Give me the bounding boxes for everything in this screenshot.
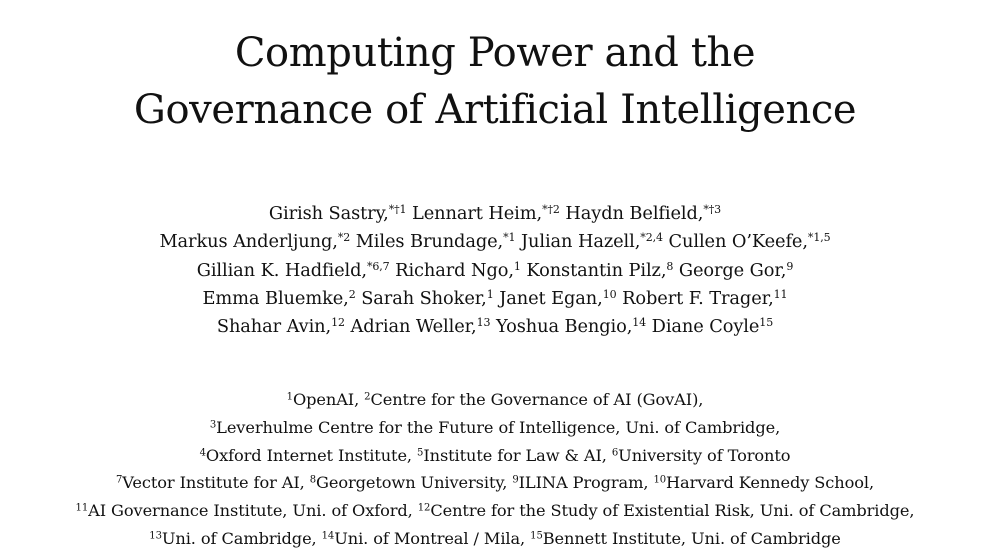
author-name: Markus Anderljung, (159, 231, 338, 253)
affiliation-row (0, 386, 990, 414)
paper-title-line-2: Governance of Artificial Intelligence (133, 87, 857, 133)
author-affiliation-marks: 12 (331, 316, 345, 330)
author-name: Konstantin Pilz, (526, 259, 667, 281)
author-name: Lennart Heim, (412, 203, 543, 224)
author-affiliation-marks: 1 (486, 287, 494, 301)
author (159, 231, 350, 252)
affiliation-number: 14 (321, 530, 335, 542)
author-name: Sarah Shoker, (361, 287, 487, 309)
author-name: Adrian Weller, (350, 316, 477, 338)
affiliation-number: 3 (209, 419, 217, 431)
affiliation-name: Bennett Institute, Uni. of Cambridge (542, 528, 841, 548)
affiliation-name: ILINA Program, (518, 473, 654, 493)
affiliation (310, 473, 513, 492)
author-row (0, 285, 990, 313)
affiliation (512, 473, 653, 492)
author-name: Shahar Avin, (216, 316, 332, 338)
author (395, 260, 521, 281)
affiliation (210, 418, 780, 437)
affiliation-number: 9 (512, 474, 519, 486)
affiliation-name: Centre for the Study of Existential Risk, Uni. of Cambridge, (430, 501, 915, 521)
author-affiliation-marks: *2,4 (640, 231, 663, 245)
author-row (0, 257, 990, 285)
affiliation (612, 446, 791, 465)
author (526, 260, 673, 281)
affiliation-name: AI Governance Institute, Uni. of Oxford, (88, 501, 418, 521)
author-name: Emma Bluemke, (202, 287, 349, 309)
affiliation (287, 390, 365, 409)
author (499, 288, 616, 309)
author-affiliation-marks: 14 (632, 316, 647, 330)
author (496, 316, 646, 337)
author-affiliation-marks: 13 (476, 316, 491, 330)
affiliation-name: University of Toronto (618, 445, 791, 465)
affiliation-list (0, 386, 990, 553)
affiliation-row (0, 414, 990, 442)
author-name: Richard Ngo, (395, 259, 514, 281)
affiliation-number: 4 (199, 447, 206, 459)
author-name: Gillian K. Hadfield, (196, 259, 367, 281)
affiliation-name: OpenAI, (292, 390, 365, 409)
affiliation-number: 7 (116, 474, 123, 486)
author (269, 203, 407, 224)
affiliation-number: 13 (149, 530, 162, 542)
author-name: Yoshua Bengio, (496, 316, 633, 338)
author-affiliation-marks: *†3 (703, 202, 722, 216)
author (679, 260, 793, 281)
author-list (0, 200, 990, 341)
author-name: Diane Coyle (651, 316, 760, 338)
affiliation-name: Vector Institute for AI, (122, 473, 310, 493)
author (652, 316, 773, 337)
affiliation-name: Uni. of Cambridge, (161, 528, 322, 548)
affiliation-name: Centre for the Governance of AI (GovAI), (370, 390, 704, 409)
affiliation (530, 529, 841, 548)
affiliation (418, 501, 915, 520)
affiliation-number: 2 (364, 391, 371, 403)
author-name: Girish Sastry, (268, 203, 389, 224)
author-name: Miles Brundage, (355, 231, 504, 253)
author-name: Cullen O’Keefe, (668, 231, 808, 253)
author-affiliation-marks: 2 (348, 287, 356, 301)
author-affiliation-marks: 10 (602, 287, 617, 301)
author-affiliation-marks: 15 (759, 316, 774, 330)
affiliation (653, 473, 874, 492)
author-name: Robert F. Trager, (622, 287, 774, 309)
affiliation-number: 12 (417, 502, 431, 514)
author (350, 316, 490, 337)
author (622, 288, 787, 309)
affiliation-row (0, 442, 990, 470)
author (565, 203, 721, 224)
author-name: Julian Hazell, (521, 231, 641, 253)
author-affiliation-marks: *2 (337, 231, 351, 245)
affiliation-number: 10 (653, 474, 667, 486)
author-affiliation-marks: 8 (666, 259, 674, 273)
affiliation-number: 8 (309, 474, 317, 486)
affiliation (417, 446, 612, 465)
author (361, 288, 493, 309)
affiliation-name: Institute for Law & AI, (423, 445, 612, 465)
paper-title-line-1: Computing Power and the (234, 30, 756, 76)
author-affiliation-marks: 11 (773, 287, 788, 301)
author-affiliation-marks: *1 (503, 231, 516, 245)
affiliation-name: Harvard Kennedy School, (666, 473, 874, 493)
affiliation-number: 1 (286, 391, 293, 403)
author (203, 288, 356, 309)
author-affiliation-marks: 9 (786, 259, 794, 273)
author-name: Haydn Belfield, (565, 203, 704, 224)
author (669, 231, 831, 252)
affiliation-number: 6 (611, 447, 619, 459)
author (412, 203, 560, 224)
author-row (0, 313, 990, 341)
author-row (0, 200, 990, 228)
affiliation (200, 446, 417, 465)
affiliation (364, 390, 703, 409)
author-affiliation-marks: *†1 (388, 202, 407, 216)
affiliation-name: Uni. of Montreal / Mila, (334, 528, 531, 548)
author (217, 316, 345, 337)
affiliation-name: Leverhulme Centre for the Future of Intelligence, Uni. of Cambridge, (216, 417, 781, 437)
affiliation-name: Georgetown University, (316, 473, 513, 493)
author-affiliation-marks: *†2 (542, 202, 560, 216)
affiliation (76, 501, 418, 520)
affiliation-row (0, 525, 990, 553)
affiliation-row (0, 469, 990, 497)
affiliation (116, 473, 310, 492)
author (197, 260, 390, 281)
author (521, 231, 663, 252)
author-affiliation-marks: *1,5 (807, 231, 831, 245)
affiliation-number: 11 (75, 502, 89, 514)
affiliation-name: Oxford Internet Institute, (205, 445, 418, 465)
author-row (0, 228, 990, 256)
author-name: George Gor, (678, 259, 787, 281)
affiliation-row (0, 497, 990, 525)
affiliation (149, 529, 321, 548)
author-affiliation-marks: 1 (513, 259, 521, 273)
affiliation (322, 529, 531, 548)
affiliation-number: 15 (530, 530, 543, 542)
author-name: Janet Egan, (499, 287, 603, 309)
affiliation-number: 5 (417, 447, 424, 459)
author (356, 231, 516, 252)
author-affiliation-marks: *6,7 (366, 259, 390, 273)
